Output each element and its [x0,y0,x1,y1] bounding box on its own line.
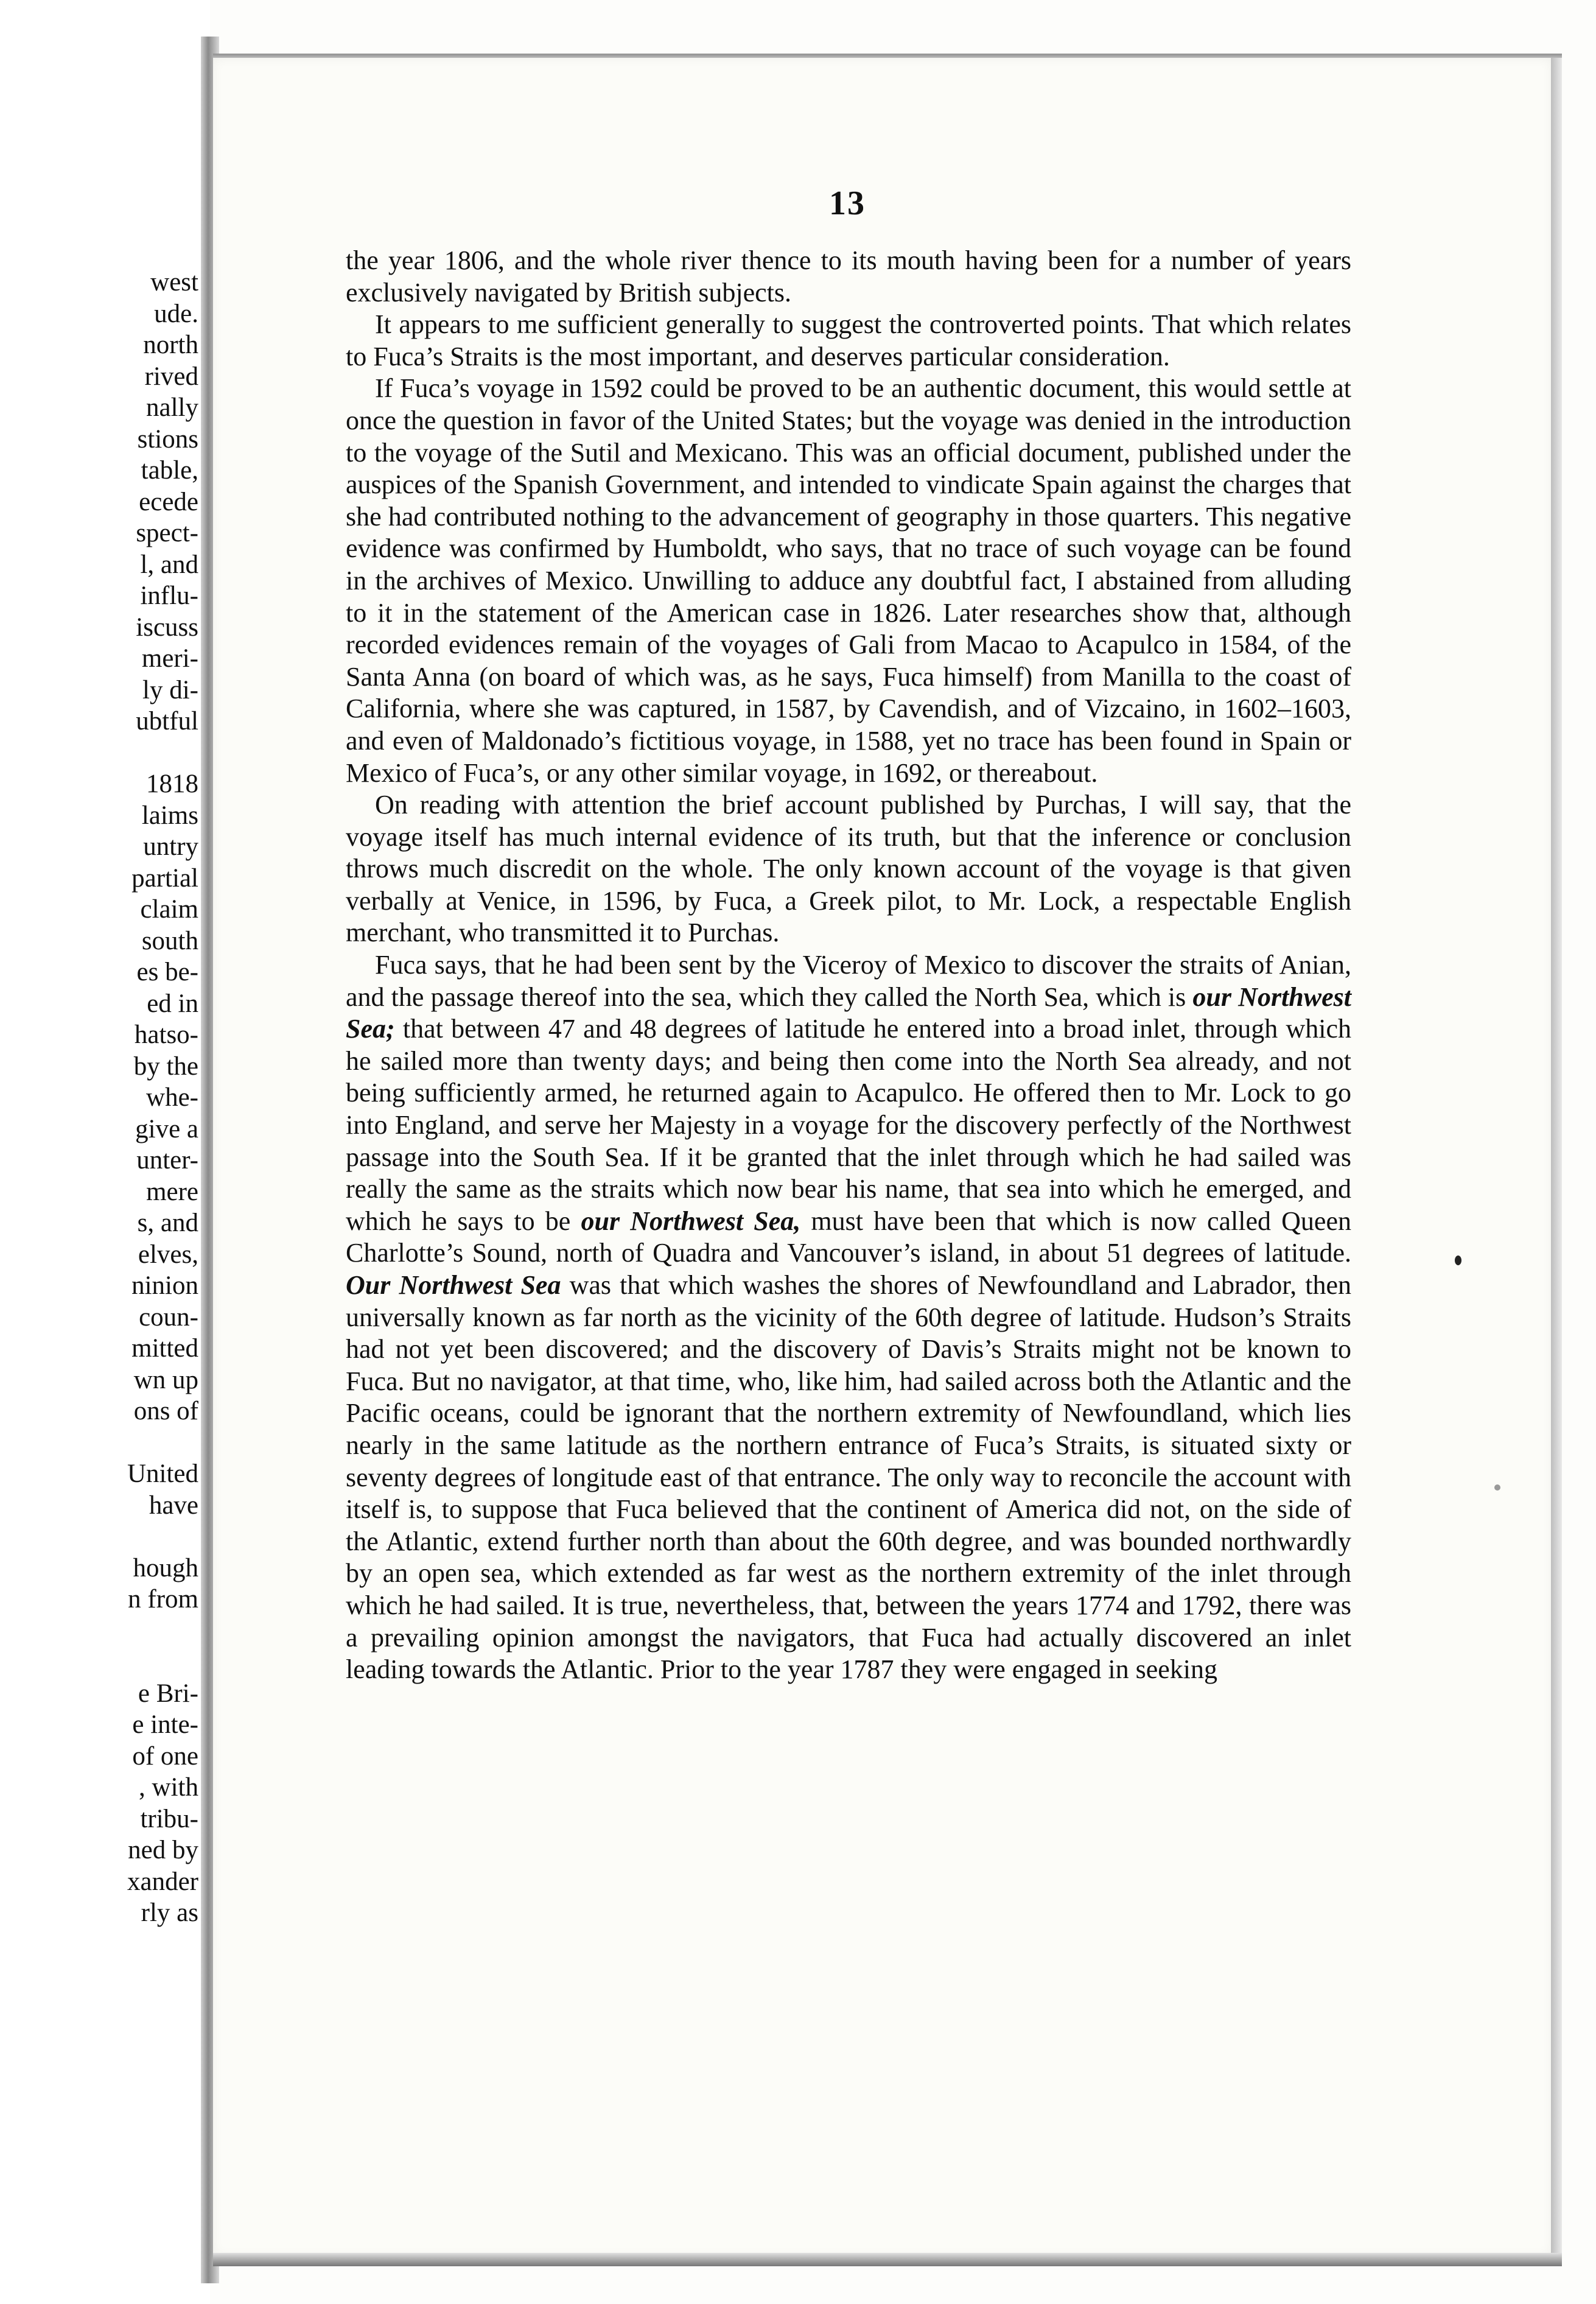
previous-page-line: claim [140,895,198,924]
page-right-edge [1551,58,1562,2256]
text-run: Fuca says, that he had been sent by the Viceroy of Mexico to discover the straits of Anian, and the passage thereof into the sea, which they called the North Sea, which is [346,950,1351,1012]
text-run: was that which washes the shores of Newfoundland and Labrador, then universally known as far north as the vicinity of the 60th degree of latitude. Hudson’s Straits had not yet been discovered; and the discovery of Davis’s Straits might not be known to Fuca. But no navigator, at that time, who, like him, had sailed across both the Atlantic and the Pacific oceans, could be ignorant that the northern extremity of Newfoundland, which lies nearly in the same latitude as the northern entrance of Fuca’s Straits, is situated sixty or seventy degrees of longitude east of that entrance. The only way to reconcile the account with itself is, to suppose that Fuca believed that the continent of America did not, on the side of the Atlantic, extend further north than about the 60th degree, and was bounded northwardly by an open sea, which extended as far west as the northern extremity of the inlet through which he had sailed. It is true, nevertheless, that, between the years 1774 and 1792, there was a prevailing opinion amongst the navigators, that Fuca had actually discovered an inlet leading towards the Atlantic. Prior to the year 1787 they were engaged in seeking [346,1270,1351,1685]
previous-page-line: 1818 [146,770,198,798]
previous-page-line: have [149,1491,198,1520]
ink-speck [1455,1256,1461,1265]
paragraph [346,789,1351,949]
previous-page-line: e inte- [132,1710,198,1739]
previous-page-line: hatso- [134,1020,198,1049]
previous-page-line: tribu- [140,1804,198,1833]
previous-page-line: north [143,331,198,359]
previous-page-line: iscuss [136,613,198,642]
previous-page-line: e Bri- [138,1679,198,1708]
previous-page-line: United [127,1459,198,1488]
previous-page-line [0,1427,198,1459]
previous-page-line: coun- [139,1302,198,1332]
previous-page-line: rly as [141,1898,198,1927]
previous-page-line: elves, [138,1240,198,1269]
previous-page-line: west [150,268,198,297]
previous-page-line: , with [139,1773,198,1802]
text-run: must have been that which is now called Queen Charlotte’s Sound, north of Quadra and Vancouver’s island, in about 51 degrees of latitude. [346,1206,1351,1268]
paragraph [346,309,1351,373]
previous-page-line: ned by [128,1836,198,1864]
previous-page-line: give a [135,1114,198,1143]
previous-page-line [0,1615,198,1647]
previous-page-line: mitted [131,1334,198,1363]
previous-page-line: ons of [133,1397,198,1425]
previous-page-line: of one [132,1741,198,1771]
previous-page-line: xander [127,1867,198,1896]
previous-page-line: ubtful [136,707,198,736]
previous-page-line: l, and [140,550,198,579]
text-run: It appears to me sufficient generally to suggest the controverted points. That which relates to Fuca’s Straits is the most important, and deserves particular consideration. [346,309,1351,371]
page-bottom-edge [213,2253,1562,2266]
ink-speck [1494,1484,1500,1491]
previous-page-line: south [141,926,198,955]
previous-page-line: whe- [146,1083,198,1112]
previous-page-line: stions [137,424,198,454]
previous-page-line [0,1521,198,1553]
previous-page-line: ninion [131,1271,198,1300]
body-text [346,245,1351,1686]
previous-page-line: by the [133,1052,198,1081]
previous-page-line: table, [141,456,198,485]
paragraph [346,949,1351,1686]
previous-page-line: nally [146,393,198,422]
previous-page-line: ude. [154,299,198,328]
text-run: the year 1806, and the whole river thence to its mouth having been for a number of years exclusively navigated by British subjects. [346,245,1351,307]
previous-page-line: spect- [136,519,198,547]
previous-page-line: hough [133,1553,198,1582]
previous-page-line [0,1646,198,1678]
page-number: 13 [829,184,866,222]
previous-page-line: untry [143,832,198,861]
previous-page-line: ly di- [142,675,198,704]
previous-page-line: partial [131,863,198,893]
previous-page-line: ed in [147,989,198,1018]
text-run: that between 47 and 48 degrees of latitude he entered into a broad inlet, through which he sailed more than twenty days; and being then come into the North Sea already, and not being sufficiently armed, he returned again to Acapulco. He offered then to Mr. Lock to go into England, and serve her Majesty in a voyage for the discovery perfectly of the Northwest passage into the South Sea. If it be granted that the inlet through which he had sailed was really the same as the straits which now bear his name, that sea into which he emerged, and which he says to be [346,1014,1351,1236]
previous-page-line: rived [144,362,198,391]
previous-page-line: influ- [140,581,198,610]
previous-page-line: meri- [141,644,198,673]
italic-phrase: our Northwest Sea, [581,1206,801,1236]
text-run: On reading with attention the brief account published by Purchas, I will say, that the voyage itself has much internal evidence of its truth, but that the inference or conclusion throws much discredit on the whole. The only known account of the voyage is that given verbally at Venice, in 1596, by Fuca, a Greek pilot, to Mr. Lock, a respectable English merchant, who transmitted it to Purchas. [346,790,1351,948]
text-run: If Fuca’s voyage in 1592 could be proved to be an authentic document, this would settle at once the question in favor of the United States; but the voyage was denied in the introduction to the voyage of the Sutil and Mexicano. This was an official document, published under the auspices of the Spanish Government, and intended to vindicate Spain against the charges that she had contributed nothing to the advancement of geography in those quarters. This negative evidence was confirmed by Humboldt, who says, that no trace of such voyage can be found in the archives of Mexico. Unwilling to adduce any doubtful fact, I abstained from alluding to it in the statement of the American case in 1826. Later researches show that, although recorded evidences remain of the voyages of Gali from Macao to Acapulco in 1584, of the Santa Anna (on board of which was, as he says, Fuca himself) from Manilla to the coast of California, where she was captured, in 1587, by Cavendish, and of Vizcaino, in 1602–1603, and even of Maldonado’s fictitious voyage, in 1588, yet no trace has been found in Spain or Mexico of Fuca’s, or any other similar voyage, in 1692, or thereabout. [346,373,1351,788]
paragraph [346,245,1351,309]
paragraph [346,373,1351,789]
previous-page-line: mere [146,1177,198,1206]
previous-page-line: unter- [136,1146,198,1175]
italic-phrase: our Northwest Sea; [346,982,1351,1044]
previous-page-line: ecede [139,487,198,516]
previous-page-line: wn up [133,1365,198,1394]
previous-page-text-fragment [0,267,198,1929]
previous-page-line [0,737,198,769]
previous-page-line: s, and [137,1209,198,1237]
previous-page-line: n from [128,1585,198,1614]
italic-phrase: Our Northwest Sea [346,1270,561,1300]
previous-page-line: es be- [136,958,198,986]
previous-page-line: laims [141,801,198,830]
